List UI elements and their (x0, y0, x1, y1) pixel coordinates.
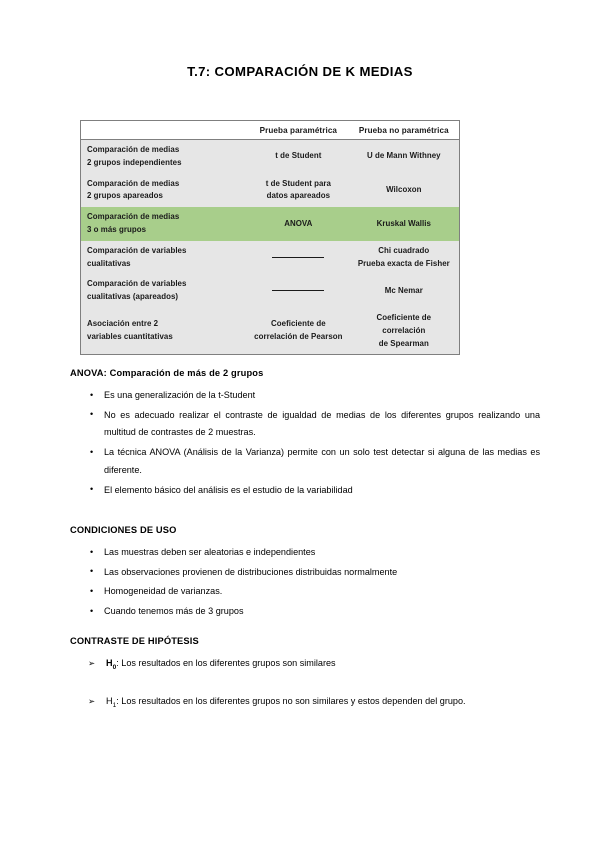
row-label-line2: cualitativas (87, 258, 131, 268)
row-label-line1: Asociación entre 2 (87, 319, 159, 329)
table-cell-comparison-type (81, 241, 248, 275)
section-contraste-de-hipotesis (70, 636, 540, 710)
hypothesis-text: : Los resultados en los diferentes grupos son similares (116, 658, 336, 668)
table-cell-nonparametric-test (349, 207, 459, 241)
table-cell-parametric-test (248, 274, 349, 308)
table-cell-comparison-type (81, 207, 248, 241)
nonparametric-test-name: Kruskal Wallis (376, 218, 431, 228)
dash-placeholder-icon (272, 290, 324, 291)
table-row (81, 274, 459, 308)
row-label-line1: Comparación de variables (87, 245, 187, 255)
hypothesis-subscript: 0 (112, 663, 117, 671)
table-cell-nonparametric-test (349, 274, 459, 308)
hypothesis-item (70, 693, 540, 711)
table-cell-comparison-type (81, 308, 248, 354)
hypothesis-text: : Los resultados en los diferentes grupos no son similares y estos dependen del grupo. (116, 695, 466, 706)
anova-heading: ANOVA: Comparación de más de 2 grupos (70, 368, 264, 378)
parametric-test-name: t de Student (275, 151, 322, 161)
row-label-line2: variables cuantitativas (87, 332, 173, 342)
table-row (81, 207, 459, 241)
table-cell-parametric-test (248, 140, 349, 174)
condiciones-heading: CONDICIONES DE USO (70, 525, 177, 535)
row-label-line2: 2 grupos apareados (87, 191, 163, 201)
parametric-test-name: t de Student para (265, 178, 331, 188)
list-item: • Las muestras deben ser aleatorias e independientes (70, 544, 540, 562)
table-cell-parametric-test (248, 207, 349, 241)
nonparametric-test-name-line2: de Spearman (378, 338, 429, 348)
condiciones-bullet-list (70, 544, 540, 621)
row-label-line1: Comparación de variables (87, 279, 187, 289)
row-label-line2: 2 grupos independientes (87, 157, 182, 167)
parametric-test-name-line2: datos apareados (266, 191, 331, 201)
list-item: • El elemento básico del análisis es el estudio de la variabilidad (70, 482, 540, 500)
row-label-line1: Comparación de medias (87, 178, 180, 188)
page-title: T.7: COMPARACIÓN DE K MEDIAS (187, 64, 413, 79)
section-condiciones-de-uso (70, 525, 540, 621)
row-label-line1: Comparación de medias (87, 145, 180, 154)
table-cell-nonparametric-test (349, 308, 459, 354)
table-row (81, 308, 459, 354)
nonparametric-test-name: U de Mann Withney (367, 151, 441, 161)
nonparametric-test-name: Chi cuadrado (378, 245, 430, 255)
hypothesis-list (70, 655, 540, 710)
list-item: • Homogeneidad de varianzas. (70, 583, 540, 601)
list-item: • Las observaciones provienen de distribuciones distribuidas normalmente (70, 564, 540, 582)
table-cell-parametric-test (248, 308, 349, 354)
table-cell-nonparametric-test (349, 241, 459, 275)
table-row (81, 241, 459, 275)
anova-bullet-list (70, 387, 540, 499)
list-item: • La técnica ANOVA (Análisis de la Varianza) permite con un solo test detectar si alguna de las medias es diferente. (70, 444, 540, 479)
hypothesis-subscript: 1 (112, 701, 117, 709)
table-cell-parametric-test (248, 241, 349, 275)
row-label-line2: 3 o más grupos (87, 224, 147, 234)
list-item: • No es adecuado realizar el contraste de igualdad de medias de los diferentes grupos realizando una multitud de contrastes de 2 muestras. (70, 407, 540, 442)
nonparametric-test-name: Coeficiente de correlación (376, 312, 432, 335)
parametric-test-name: Coeficiente de (271, 319, 326, 329)
nonparametric-test-name-line2: Prueba exacta de Fisher (357, 258, 450, 268)
nonparametric-test-name: Wilcoxon (386, 184, 422, 194)
row-label-line2: cualitativas (apareados) (87, 292, 179, 302)
table-row (81, 174, 459, 208)
table-cell-nonparametric-test (349, 174, 459, 208)
contraste-heading: CONTRASTE DE HIPÓTESIS (70, 636, 199, 646)
row-label-line1: Comparación de medias (87, 212, 180, 222)
nonparametric-test-name: Mc Nemar (384, 285, 423, 295)
dash-placeholder-icon (272, 257, 324, 258)
list-item: • Es una generalización de la t-Student (70, 387, 540, 405)
hypothesis-symbol: $H_1$ (106, 695, 117, 709)
table-cell-comparison-type (81, 174, 248, 208)
table-header-row (81, 121, 459, 140)
section-anova (70, 368, 540, 499)
hypothesis-symbol: $H_0$ (106, 658, 117, 671)
table-cell-comparison-type (81, 140, 248, 174)
table-row (81, 140, 459, 174)
hypothesis-item (70, 655, 540, 673)
list-item: • Cuando tenemos más de 3 grupos (70, 603, 540, 621)
statistical-tests-table (80, 120, 460, 355)
table-header-parametric: Prueba paramétrica (248, 121, 349, 140)
table-header-blank (81, 121, 248, 140)
table-cell-comparison-type (81, 274, 248, 308)
table-header-nonparametric: Prueba no paramétrica (349, 121, 459, 140)
parametric-test-name: ANOVA (284, 218, 313, 228)
table-cell-parametric-test (248, 174, 349, 208)
parametric-test-name-line2: correlación de Pearson (254, 332, 343, 342)
table-cell-nonparametric-test (349, 140, 459, 174)
